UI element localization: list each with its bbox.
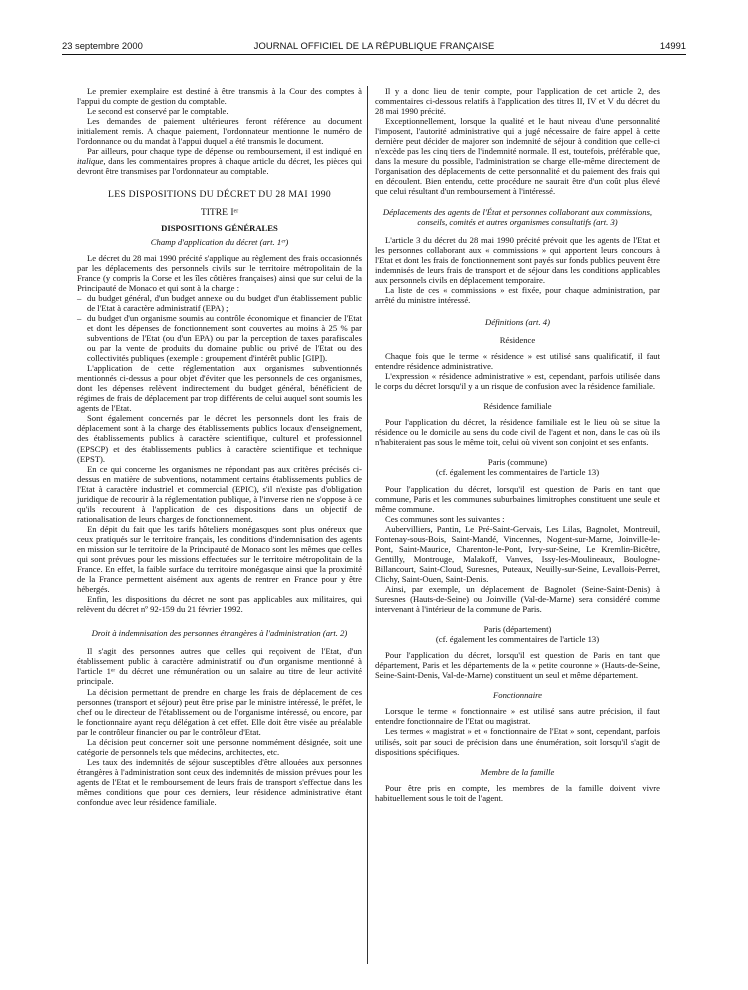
section-heading: LES DISPOSITIONS DU DÉCRET DU 28 MAI 1990 xyxy=(108,189,331,201)
text-run: , dans les commentaires propres à chaque article du décret, les pièces qui devront être transmises par l'ordonnateur au comptable. xyxy=(77,156,362,177)
definition-note: (cf. également les commentaires de l'article 13) xyxy=(435,634,600,645)
paragraph: L'expression « résidence administrative » est, cependant, parfois utilisée dans le corps du décret lorsqu'il y a un risque de confusion avec la résidence familiale. xyxy=(375,371,660,392)
definition-heading: Paris (commune) xyxy=(487,457,548,468)
paragraph: En dépit du fait que les tarifs hôteliers monégasques sont plus onéreux que ceux pratiqués sur le territoire français, les conditions d'indemnisation des agents en mission sur le territoire de la Principauté de Monaco sont les mêmes que celles qui sont prévues pour les missions effectuées sur le territoire métropolitain de la France. En effet, la faible surface du territoire monégasque ainsi que la proximité de la France permettent aisément aux agents de rentrer en France pour y être hébergés. xyxy=(77,523,362,595)
paragraph: Ainsi, par exemple, un déplacement de Bagnolet (Seine-Saint-Denis) à Suresnes (Hauts-de-Seine) ou Joinville (Val-de-Marne) sera considéré comme intervenant à l'intérieur de la commune de Paris. xyxy=(375,583,660,615)
paragraph: Ces communes sont les suivantes : xyxy=(385,513,505,524)
column-divider xyxy=(367,86,368,964)
header-title: JOURNAL OFFICIEL DE LA RÉPUBLIQUE FRANÇAISE xyxy=(253,40,495,51)
left-column xyxy=(77,86,362,807)
paragraph: Lorsque le terme « fonctionnaire » est utilisé sans autre précision, il faut entendre fonctionnaire de l'Etat ou magistrat. xyxy=(375,706,660,727)
text-run: Par ailleurs, pour chaque type de dépense ou remboursement, il est indiqué en xyxy=(87,146,362,157)
article-heading: Champ d'application du décret (art. 1ᵉʳ) xyxy=(150,236,289,247)
list-item xyxy=(77,293,362,313)
paragraph: Pour être pris en compte, les membres de la famille doivent vivre habituellement sous le toit de l'agent. xyxy=(375,782,660,803)
paragraph: La décision peut concerner soit une personne nommément désignée, soit une catégorie de personnels tels que médecins, architectes, etc. xyxy=(77,736,362,757)
article-heading: Droit à indemnisation des personnes étrangères à l'administration (art. 2) xyxy=(91,628,348,639)
italic-word: italique xyxy=(77,156,104,167)
title-heading: TITRE Iᵉʳ xyxy=(200,207,239,219)
paragraph: La décision permettant de prendre en charge les frais de déplacement de ces personnes (transport et séjour) peut être prise par le ministre intéressé, le préfet, le chef ou le directeur de l'établissement ou de l'organisme intéressé, ou encore, par le fonctionnaire ayant reçu délégation à cet effet. Elle doit être visée au préalable par le contrôleur financier ou par le contrôleur d'Etat. xyxy=(77,686,362,737)
definition-heading: Membre de la famille xyxy=(480,766,555,777)
list-text: du budget général, d'un budget annexe ou du budget d'un établissement public de l'Etat à caractère administratif (EPA) ; xyxy=(87,292,362,313)
paragraph: Pour l'application du décret, lorsqu'il est question de Paris en tant que département, Paris et les départements de la « petite couronne » (Hauts-de-Seine, Seine-Saint-Denis, Val-de-Marne) constituent un seul et même département. xyxy=(375,650,660,681)
dash-list xyxy=(77,293,362,363)
paragraph: Le second est conservé par le comptable. xyxy=(87,106,229,117)
paragraph: Il s'agit des personnes autres que celles qui reçoivent de l'Etat, d'un établissement public à caractère administratif ou d'un organisme mentionné à l'article 1ᵉʳ du décret une rémunération ou un salaire au titre de leur activité principale. xyxy=(77,646,362,687)
paragraph: Enfin, les dispositions du décret ne sont pas applicables aux militaires, qui relèvent du décret nº 92-159 du 21 février 1992. xyxy=(77,594,362,615)
list-dash: – xyxy=(77,312,82,323)
article-heading: Définitions (art. 4) xyxy=(485,316,550,327)
article-heading: Déplacements des agents de l'État et personnes collaborant aux commissions, conseils, comités et autres organismes consultatifs (art. 3) xyxy=(382,206,653,227)
definition-heading: Paris (département) xyxy=(483,624,552,635)
paragraph: La liste de ces « commissions » est fixée, pour chaque administration, par arrêté du ministre intéressé. xyxy=(375,284,660,305)
definition-heading: Résidence xyxy=(499,334,536,345)
header-page-number: 14991 xyxy=(659,40,686,51)
paragraph: Exceptionnellement, lorsque la qualité et le haut niveau d'une personnalité l'imposent, l'autorité administrative qui a jugé nécessaire de faire appel à cette dernière peut décider de majorer son indemnité de séjour à condition que celle-ci n'excède pas les cinq tiers de l'indemnité normale. Il est, toutefois, préférable que, dans la mesure du possible, l'administration se charge elle-même directement de l'organisation des déplacements de cette personnalité et du paiement des frais qui en découlent. Bien entendu, cette procédure ne saurait être d'un coût plus élevé que celui résultant d'un remboursement à l'intéressé. xyxy=(375,116,660,197)
paragraph: Les taux des indemnités de séjour susceptibles d'être allouées aux personnes étrangères à l'administration sont ceux des indemnités de mission prévues pour les agents de l'Etat et le remboursement de leurs frais de transport s'effectue dans les mêmes conditions que pour ces derniers, leur résidence administrative étant confondue avec leur résidence familiale. xyxy=(77,756,362,808)
paragraph: L'article 3 du décret du 28 mai 1990 précité prévoit que les agents de l'Etat et les personnes collaborant aux « commissions » qui apportent leurs concours à l'Etat et dont les frais de fonctionnement sont payés sur fonds publics peuvent être indemnisés de leurs frais de transport et de séjour dans les conditions applicables aux personnels civils en déplacement temporaire. xyxy=(375,234,660,285)
paragraph: Pour l'application du décret, lorsqu'il est question de Paris en tant que commune, Paris et les communes suburbaines limitrophes constituent une seule et même commune. xyxy=(375,483,660,514)
page-header xyxy=(62,40,686,55)
list-dash: – xyxy=(77,292,82,303)
paragraph: Chaque fois que le terme « résidence » est utilisé sans qualificatif, il faut entendre résidence administrative. xyxy=(375,351,660,372)
paragraph: L'application de cette réglementation aux organismes subventionnés mentionnés ci-dessus a pour objet d'éviter que les personnels de ces organismes, dont les dépenses relèvent indirectement du budget général, bénéficient de régimes de frais de déplacement par trop différents de celui auquel sont soumis les agents de l'Etat. xyxy=(77,363,362,414)
header-date: 23 septembre 2000 xyxy=(62,40,143,51)
list-item xyxy=(77,313,362,363)
paragraph: En ce qui concerne les organismes ne répondant pas aux critères précisés ci-dessus en matière de subventions, notamment certains établissements publics de l'Etat à caractère industriel et commercial (EPIC), s'il n'existe pas d'obligation juridique de recourir à la réglementation publique, à l'inverse rien ne s'oppose à ce qu'ils recourent à l'application de ces dispositions dans un objectif de rationalisation de leurs charges de fonctionnement. xyxy=(77,463,362,524)
right-column xyxy=(375,86,660,803)
definition-heading: Fonctionnaire xyxy=(492,690,543,701)
paragraph: Sont également concernés par le décret les personnels dont les frais de déplacement sont à la charge des établissements publics locaux d'enseignement, des établissements publics à caractère scientifique, culturel et professionnel (EPSCP) et des établissements publics à caractère scientifique et technique (EPST). xyxy=(77,413,362,464)
paragraph: Pour l'application du décret, la résidence familiale est le lieu où se situe la résidence ou le domicile au sens du code civil de l'agent et non, dans le cas où ils n'habiteraient pas sous le même toit, celui où vivent son conjoint et ses enfants. xyxy=(375,417,660,448)
paragraph: Les demandes de paiement ultérieures feront référence au document initialement remis. A chaque paiement, l'ordonnateur mentionne le numéro de l'ordonnance ou du mandat à l'appui duquel a été transmis le document. xyxy=(77,116,362,147)
definition-heading: Résidence familiale xyxy=(483,401,552,412)
definition-note: (cf. également les commentaires de l'article 13) xyxy=(435,467,600,478)
title-subheading: DISPOSITIONS GÉNÉRALES xyxy=(161,222,278,233)
paragraph: Aubervilliers, Pantin, Le Pré-Saint-Gervais, Les Lilas, Bagnolet, Montreuil, Fontenay-sous-Bois, Saint-Mandé, Vincennes, Nogent-sur-Marne, Joinville-le-Pont, Saint-Maurice, Charenton-le-Pont, Ivry-sur-Seine, Le Kremlin-Bicêtre, Gentilly, Montrouge, Malakoff, Vanves, Issy-les-Moulineaux, Boulogne-Billancourt, Saint-Cloud, Suresnes, Puteaux, Neuilly-sur-Seine, Levallois-Perret, Clichy, Saint-Ouen, Saint-Denis. xyxy=(375,523,660,584)
paragraph: Les termes « magistrat » et « fonctionnaire de l'Etat » sont, cependant, parfois utilisés, soit par souci de précision dans une énumération, soit lorsqu'il s'agit de dispositions spécifiques. xyxy=(375,726,660,757)
paragraph: Il y a donc lieu de tenir compte, pour l'application de cet article 2, des commentaires ci-dessous relatifs à l'application des titres II, IV et V du décret du 28 mai 1990 précité. xyxy=(375,86,660,117)
paragraph: Le décret du 28 mai 1990 précité s'applique au règlement des frais occasionnés par les déplacements des personnels civils sur le territoire métropolitain de la France (y compris la Corse et les îles côtières françaises) ainsi que sur celui de la Principauté de Monaco et qui sont à la charge : xyxy=(77,252,362,293)
paragraph: Le premier exemplaire est destiné à être transmis à la Cour des comptes à l'appui du compte de gestion du comptable. xyxy=(77,86,362,107)
paragraph xyxy=(77,146,362,176)
list-text: du budget d'un organisme soumis au contrôle économique et financier de l'Etat et dont les dépenses de fonctionnement sont couvertes au moins à 25 % par subventions de l'Etat (ou d'un EPA) ou par la perception de taxes parafiscales ou par la vente de produits du domaine public ou privé de l'Etat ou des collectivités publiques (exemple : groupement d'intérêt public [GIP]). xyxy=(87,312,362,364)
